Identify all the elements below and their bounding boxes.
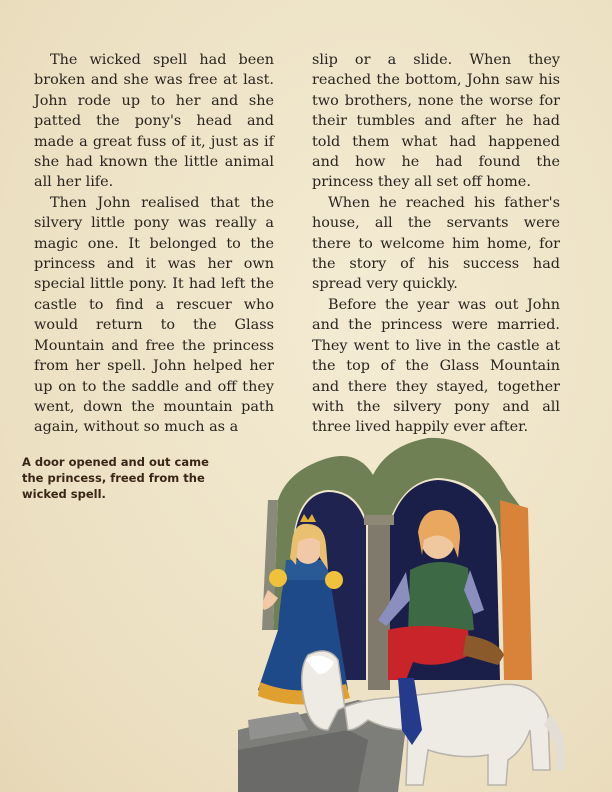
text-column-left xyxy=(34,50,274,438)
paragraph: Then John realised that the silvery little pony was really a magic one. It belonged to the princess and it was her own special little pony. It had left the castle to find a rescuer who would return to the Glass Mountain and free the princess from her spell. John helped her up on to the saddle and off they went, down the mountain path again, without so much as a xyxy=(34,194,274,436)
paragraph: The wicked spell had been broken and she was free at last. John rode up to her and she patted the pony's head and made a great fuss of it, just as if she had known the little animal all her life. xyxy=(34,52,274,191)
illustration-caption: A door opened and out came the princess, freed from the wicked spell. xyxy=(22,455,209,501)
paragraph: slip or a slide. When they reached the bottom, John saw his two brothers, none the worse for their tumbles and after he had told them what had happened and how he had found the princess they all set off home. xyxy=(312,52,560,191)
paragraph: When he reached his father's house, all the servants were there to welcome him home, for the story of his success had spread very quickly. xyxy=(312,194,560,293)
paragraph: Before the year was out John and the princess were married. They went to live in the castle at the top of the Glass Mountain and there they stayed, together with the silvery pony and all three lived happily ever after. xyxy=(312,296,560,436)
text-column-right xyxy=(312,50,560,438)
illustration-princess-and-john xyxy=(238,430,612,792)
